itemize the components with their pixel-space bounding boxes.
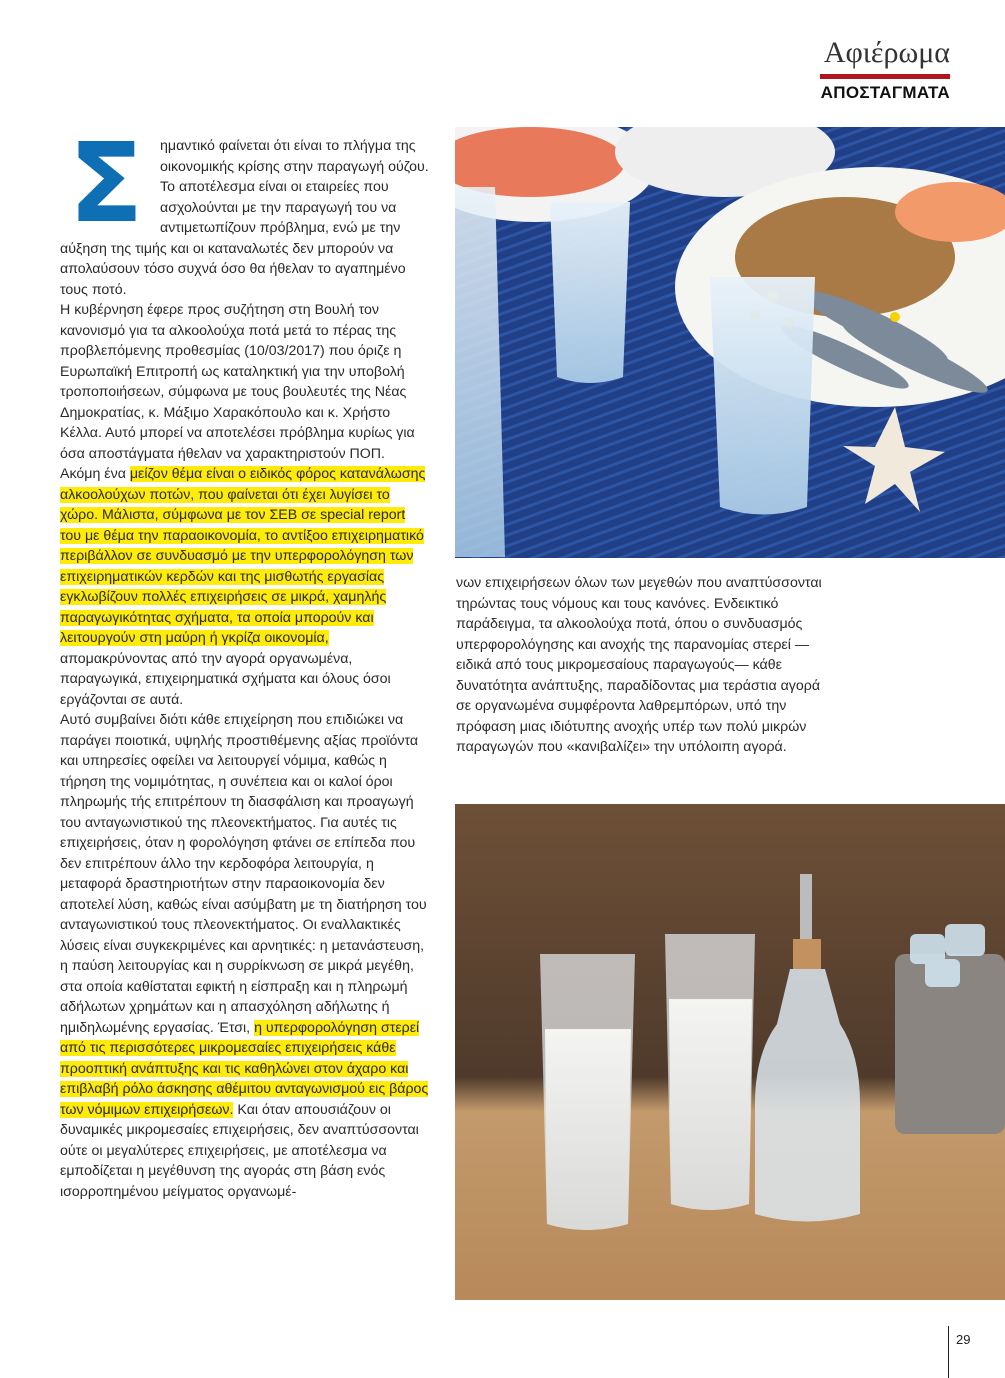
page-number-rule xyxy=(948,1326,949,1378)
highlighted-text-1: μείζον θέμα είναι ο ειδικός φόρος κατανάλωσης αλκοολούχων ποτών, που φαίνεται ότι έχει λυγίσει το χώρο. Μάλιστα, σύμφωνα με τον ΣΕΒ σε special report του με θέμα την παραοικονομία, το αντίξοο επιχειρηματικό περιβάλλον σε συνδυασμό με την υπερφορολόγηση των επιχειρηματικών κερδών και της μισθωτής εργασίας εγκλωβίζουν πολλές επιχειρήσεις σε μικρά, χαμηλής παραγωγικότητας σχήματα, τα οποία μπορούν και λειτουργούν στη μαύρη ή γκρίζα οικονομία, xyxy=(60,466,426,646)
section-header xyxy=(820,34,950,105)
section-title: Αφιέρωμα xyxy=(823,36,950,69)
photo-ouzo-seafood xyxy=(455,127,1005,558)
article-column-left xyxy=(60,119,430,1202)
article-paragraph-3 xyxy=(60,464,430,710)
paragraph-4-tail: Και όταν απουσιάζουν οι δυναμικές μικρομεσαίες επιχειρήσεις, δεν αναπτύσσονται ούτε οι μεγαλύτερες επιχειρήσεις, με αποτέλεσμα να εμποδίζεται η μεγέθυνση της αγοράς στη βάση ενός ισορροπημένου μείγματος οργανωμέ- xyxy=(60,1101,419,1200)
section-accent-bar xyxy=(820,74,950,79)
highlighted-text-2: η υπερφορολόγηση στερεί από τις περισσότερες μικρομεσαίες επιχειρήσεις κάθε προοπτική ανάπτυξης και τις καθηλώνει στον άχαρο και επιβλαβή ρόλο άσκησης αθέμιτου ανταγωνισμού εις βάρος των νόμιμων επιχειρήσεων. xyxy=(60,1019,429,1118)
photo-ouzo-seafood-illustration xyxy=(455,127,1005,558)
article-paragraph-4 xyxy=(60,710,430,1202)
paragraph-3-intro: Ακόμη ένα xyxy=(60,466,130,482)
article-column-right xyxy=(456,573,832,758)
drop-cap: Σ xyxy=(68,119,144,247)
article-paragraph-1: ημαντικό φαίνεται ότι είναι το πλήγμα της οικονομικής κρίσης στην παραγωγή ούζου. Το αποτέλεσμα είναι οι εταιρείες που ασχολούνται με την παραγωγή του να αντιμετωπίζουν πρόβλημα, ενώ με την αύξηση της τιμής και οι καταναλωτές δεν μπορούν να απολαύσουν τόσο συχνά όσο θα ήθελαν το αγαπημένο τους ποτό. xyxy=(60,138,429,298)
paragraph-4-intro: Αυτό συμβαίνει διότι κάθε επιχείρηση που επιδιώκει να παράγει ποιοτικά, υψηλής προστιθέμενης αξίας προϊόντα και υπηρεσίες οφείλει να λειτουργεί νόμιμα, καθώς η τήρηση της νομιμότητας, η συνέπεια και οι καλοί όροι πληρωμής τής επιτρέπουν τη διασφάλιση και προαγωγή του ανταγωνιστικού της πλεονεκτήματος. Για αυτές τις επιχειρήσεις, όταν η φορολόγηση φτάνει σε επίπεδα που δεν επιτρέπουν άλλο την κερδοφόρα λειτουργία, η μεταφορά δραστηριοτήτων στην παραοικονομία δεν αποτελεί λύση, καθώς είναι ασύμβατη με τη διατήρηση του ανταγωνιστικού τους πλεονεκτήματος. Οι εναλλακτικές λύσεις είναι συγκεκριμένες και αρνητικές: η μετανάστευση, η παύση λειτουργίας και η συρρίκνωση σε μικρά μεγέθη, στα οποία καθίσταται εφικτή η είσπραξη και η πληρωμή αδήλωτων χρημάτων και η απασχόληση αδήλωτης ή ημιδηλωμένης εργασίας. Έτσι, xyxy=(60,712,427,1036)
section-subtitle: ΑΠΟΣΤΑΓΜΑΤΑ xyxy=(820,83,950,102)
article-paragraph-5: νων επιχειρήσεων όλων των μεγεθών που αναπτύσσονται τηρώντας τους νόμους και τους κανόνες. Ενδεικτικό παράδειγμα, τα αλκοολούχα ποτά, όπου ο συνδυασμός υπερφορολόγησης και ανοχής της παρανομίας στερεί —ειδικά από τους μικρομεσαίους παραγωγούς— κάθε δυνατότητα ανάπτυξης, παραδίδοντας μια τεράστια αγορά σε οργανωμένα συμφέροντα λαθρεμπόρων, υπό την πρόφαση μιας ιδιότυπης ανοχής υπέρ των πολύ μικρών παραγωγών που «κανιβαλίζει» την υπόλοιπη αγορά. xyxy=(456,575,822,755)
page-number: 29 xyxy=(956,1332,971,1347)
photo-ouzo-bottle-glasses xyxy=(455,804,1005,1300)
photo-ouzo-bottle-illustration xyxy=(455,804,1005,1300)
article-paragraph-2: Η κυβέρνηση έφερε προς συζήτηση στη Βουλή τον κανονισμό για τα αλκοολούχα ποτά μετά το πέρας της προβλεπόμενης προθεσμίας (10/03/2017) που όριζε η Ευρωπαϊκή Επιτροπή ως καταληκτική για την υποβολή τροποποιήσεων, σύμφωνα με τους βουλευτές της Νέας Δημοκρατίας, κ. Μάξιμο Χαρακόπουλο και κ. Χρήστο Κέλλα. Αυτό μπορεί να αποτελέσει πρόβλημα κυρίως για όσα αποστάγματα ήθελαν να χαρακτηριστούν ΠΟΠ. xyxy=(60,302,415,462)
paragraph-3-tail: απομακρύνοντας από την αγορά οργανωμένα, παραγωγικά, επιχειρηματικά σχήματα και όλους όσοι εργάζονται σε αυτά. xyxy=(60,650,391,708)
